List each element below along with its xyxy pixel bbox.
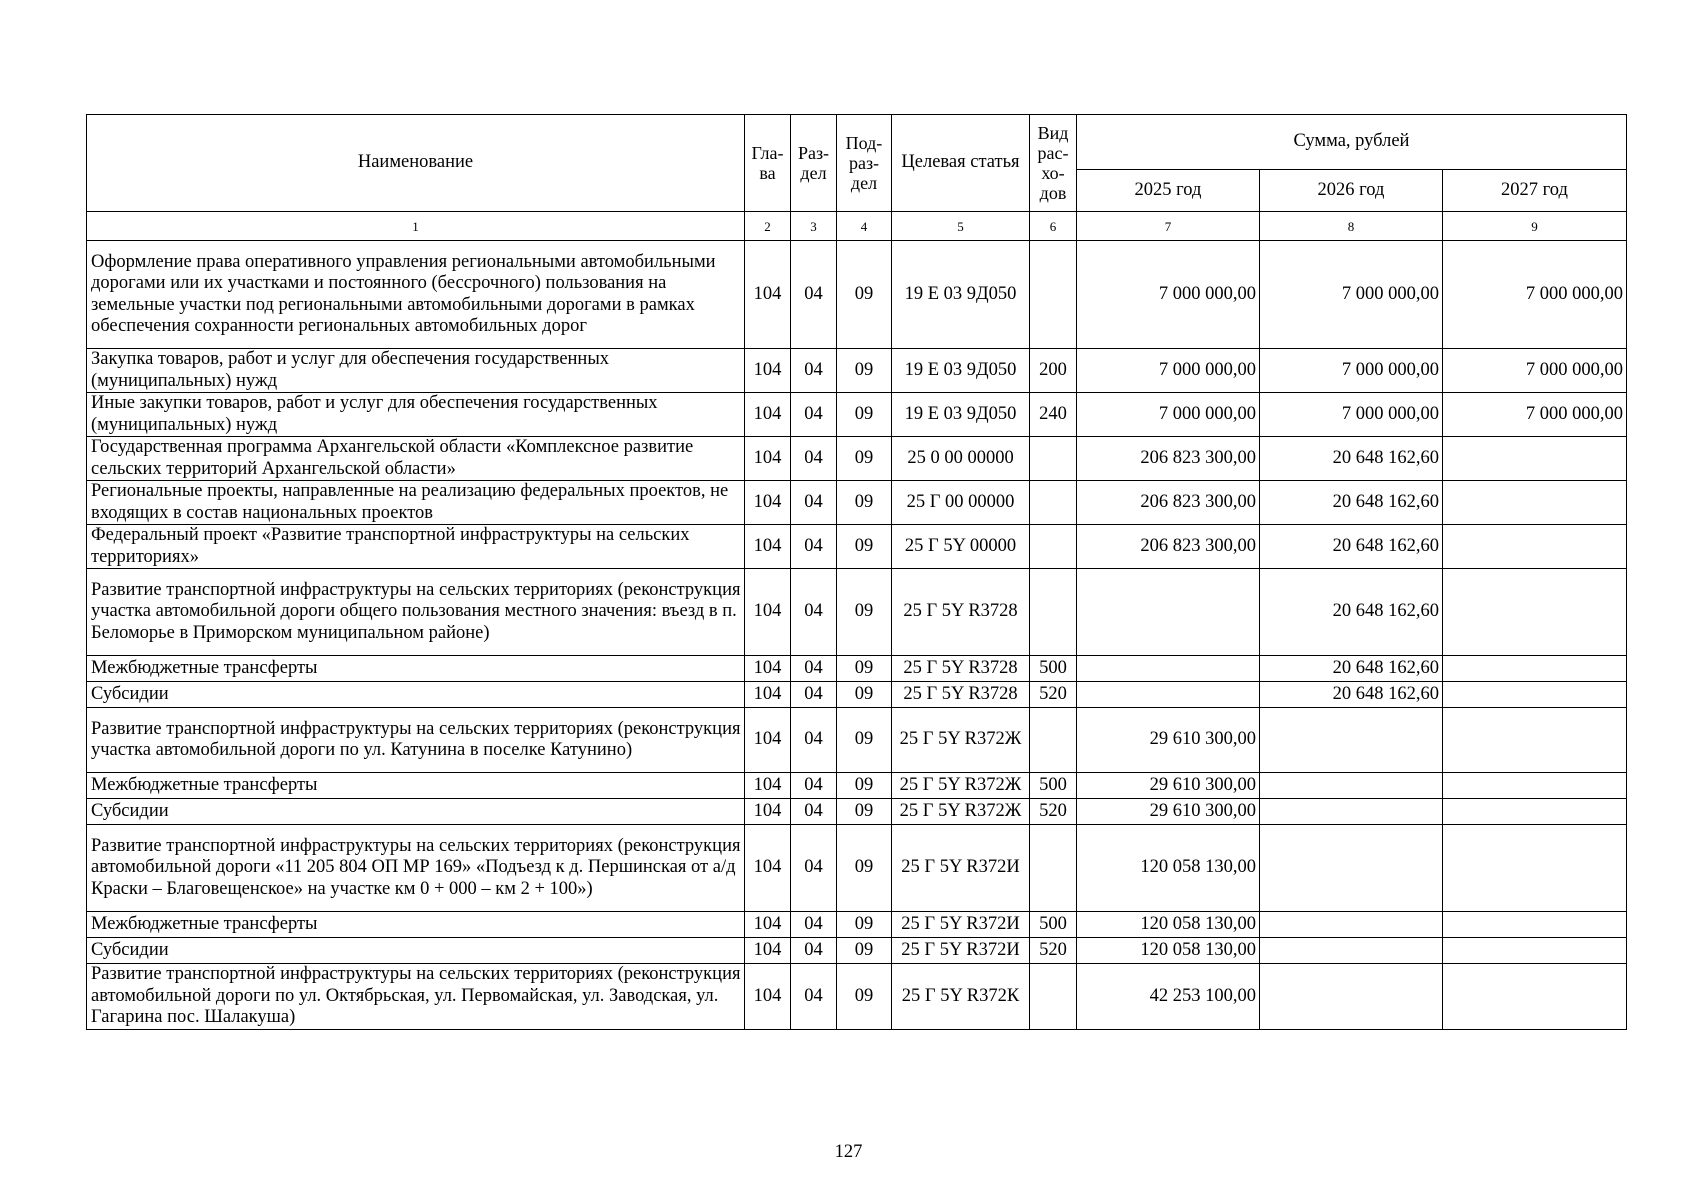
column-number: 2: [745, 212, 791, 241]
row-target-article: 25 Г 5Y 00000: [892, 525, 1030, 569]
column-number: 6: [1030, 212, 1077, 241]
row-sum-2027: 7 000 000,00: [1443, 393, 1627, 437]
row-expense-type: 500: [1030, 773, 1077, 799]
row-chapter: 104: [745, 938, 791, 964]
row-chapter: 104: [745, 682, 791, 708]
row-target-article: 25 Г 5Y R372И: [892, 825, 1030, 912]
row-chapter: 104: [745, 656, 791, 682]
table-row: [87, 349, 1627, 393]
row-chapter: 104: [745, 708, 791, 773]
table-row: [87, 682, 1627, 708]
row-section: 04: [791, 799, 837, 825]
row-target-article: 25 Г 5Y R3728: [892, 656, 1030, 682]
row-sum-2026: 7 000 000,00: [1260, 349, 1443, 393]
row-sum-2027: [1443, 569, 1627, 656]
row-section: 04: [791, 656, 837, 682]
row-section: 04: [791, 938, 837, 964]
row-sum-2026: [1260, 773, 1443, 799]
row-sum-2027: [1443, 708, 1627, 773]
row-expense-type: 520: [1030, 938, 1077, 964]
header-year-2027: 2027 год: [1443, 170, 1627, 212]
row-sum-2025: 42 253 100,00: [1077, 964, 1260, 1030]
row-chapter: 104: [745, 437, 791, 481]
row-sum-2026: [1260, 825, 1443, 912]
column-number: 4: [837, 212, 892, 241]
row-expense-type: [1030, 241, 1077, 349]
row-subsection: 09: [837, 481, 892, 525]
row-section: 04: [791, 773, 837, 799]
row-target-article: 25 Г 5Y R372К: [892, 964, 1030, 1030]
row-target-article: 25 Г 5Y R3728: [892, 682, 1030, 708]
row-section: 04: [791, 437, 837, 481]
row-target-article: 19 Е 03 9Д050: [892, 349, 1030, 393]
row-name: Межбюджетные трансферты: [87, 773, 745, 799]
row-sum-2025: 120 058 130,00: [1077, 938, 1260, 964]
table-row: [87, 241, 1627, 349]
table-row: [87, 938, 1627, 964]
row-sum-2025: [1077, 682, 1260, 708]
row-expense-type: [1030, 525, 1077, 569]
row-chapter: 104: [745, 481, 791, 525]
row-subsection: 09: [837, 708, 892, 773]
row-sum-2027: [1443, 437, 1627, 481]
row-name: Развитие транспортной инфраструктуры на сельских территориях (реконструкция автомобильной дороги по ул. Октябрьская, ул. Первомайская, ул. Заводская, ул. Гагарина пос. Шалакуша): [87, 964, 745, 1030]
row-target-article: 25 Г 5Y R3728: [892, 569, 1030, 656]
row-subsection: 09: [837, 437, 892, 481]
table-row: [87, 481, 1627, 525]
column-number: 8: [1260, 212, 1443, 241]
column-number: 7: [1077, 212, 1260, 241]
row-section: 04: [791, 393, 837, 437]
row-sum-2025: 206 823 300,00: [1077, 481, 1260, 525]
row-sum-2027: [1443, 912, 1627, 938]
row-subsection: 09: [837, 656, 892, 682]
table-row: [87, 799, 1627, 825]
row-expense-type: [1030, 481, 1077, 525]
row-section: 04: [791, 708, 837, 773]
row-section: 04: [791, 241, 837, 349]
row-sum-2027: [1443, 825, 1627, 912]
row-subsection: 09: [837, 349, 892, 393]
row-sum-2025: [1077, 569, 1260, 656]
header-section: Раз- дел: [791, 115, 837, 212]
row-sum-2026: 20 648 162,60: [1260, 437, 1443, 481]
row-expense-type: [1030, 708, 1077, 773]
column-number: 9: [1443, 212, 1627, 241]
row-name: Федеральный проект «Развитие транспортной инфраструктуры на сельских территориях»: [87, 525, 745, 569]
row-sum-2026: [1260, 912, 1443, 938]
row-subsection: 09: [837, 569, 892, 656]
row-section: 04: [791, 481, 837, 525]
row-target-article: 25 Г 5Y R372Ж: [892, 773, 1030, 799]
row-expense-type: 500: [1030, 656, 1077, 682]
row-sum-2025: 7 000 000,00: [1077, 241, 1260, 349]
header-chapter: Гла- ва: [745, 115, 791, 212]
row-section: 04: [791, 825, 837, 912]
row-expense-type: 520: [1030, 799, 1077, 825]
row-name: Развитие транспортной инфраструктуры на сельских территориях (реконструкция участка автомобильной дороги общего пользования местного значения: въезд в п. Беломорье в Приморском муниципальном районе): [87, 569, 745, 656]
header-row-top: [87, 115, 1627, 170]
row-section: 04: [791, 964, 837, 1030]
row-sum-2027: [1443, 656, 1627, 682]
row-chapter: 104: [745, 349, 791, 393]
row-sum-2027: 7 000 000,00: [1443, 241, 1627, 349]
table-row: [87, 656, 1627, 682]
row-sum-2025: 7 000 000,00: [1077, 393, 1260, 437]
row-subsection: 09: [837, 938, 892, 964]
row-subsection: 09: [837, 393, 892, 437]
row-sum-2027: [1443, 938, 1627, 964]
row-name: Субсидии: [87, 799, 745, 825]
row-expense-type: 500: [1030, 912, 1077, 938]
row-sum-2026: 20 648 162,60: [1260, 682, 1443, 708]
table-row: [87, 569, 1627, 656]
row-chapter: 104: [745, 964, 791, 1030]
row-sum-2025: 206 823 300,00: [1077, 525, 1260, 569]
header-name: Наименование: [87, 115, 745, 212]
row-subsection: 09: [837, 773, 892, 799]
row-sum-2027: 7 000 000,00: [1443, 349, 1627, 393]
row-expense-type: [1030, 825, 1077, 912]
row-sum-2027: [1443, 525, 1627, 569]
row-subsection: 09: [837, 799, 892, 825]
row-sum-2026: 7 000 000,00: [1260, 241, 1443, 349]
row-sum-2025: 120 058 130,00: [1077, 825, 1260, 912]
row-sum-2025: [1077, 656, 1260, 682]
table-row: [87, 773, 1627, 799]
row-expense-type: [1030, 437, 1077, 481]
row-sum-2026: [1260, 799, 1443, 825]
row-chapter: 104: [745, 241, 791, 349]
header-year-2026: 2026 год: [1260, 170, 1443, 212]
row-sum-2026: 20 648 162,60: [1260, 656, 1443, 682]
row-target-article: 19 Е 03 9Д050: [892, 241, 1030, 349]
row-chapter: 104: [745, 393, 791, 437]
table-body: [87, 241, 1627, 1030]
header-subsection: Под- раз- дел: [837, 115, 892, 212]
page-number: 127: [834, 1142, 863, 1162]
row-section: 04: [791, 682, 837, 708]
row-name: Региональные проекты, направленные на реализацию федеральных проектов, не входящих в состав национальных проектов: [87, 481, 745, 525]
table-row: [87, 708, 1627, 773]
row-name: Закупка товаров, работ и услуг для обеспечения государственных (муниципальных) нужд: [87, 349, 745, 393]
row-chapter: 104: [745, 525, 791, 569]
row-target-article: 25 0 00 00000: [892, 437, 1030, 481]
row-sum-2027: [1443, 682, 1627, 708]
row-subsection: 09: [837, 241, 892, 349]
row-section: 04: [791, 912, 837, 938]
row-sum-2025: 29 610 300,00: [1077, 773, 1260, 799]
row-sum-2027: [1443, 799, 1627, 825]
row-sum-2026: 20 648 162,60: [1260, 525, 1443, 569]
row-subsection: 09: [837, 682, 892, 708]
column-number: 1: [87, 212, 745, 241]
row-name: Государственная программа Архангельской области «Комплексное развитие сельских территорий Архангельской области»: [87, 437, 745, 481]
row-sum-2027: [1443, 773, 1627, 799]
row-sum-2025: 29 610 300,00: [1077, 799, 1260, 825]
row-sum-2026: [1260, 938, 1443, 964]
row-sum-2026: 20 648 162,60: [1260, 569, 1443, 656]
row-section: 04: [791, 525, 837, 569]
row-subsection: 09: [837, 825, 892, 912]
column-number-row: [87, 212, 1627, 241]
header-year-2025: 2025 год: [1077, 170, 1260, 212]
row-section: 04: [791, 349, 837, 393]
budget-table: [86, 114, 1627, 1030]
row-subsection: 09: [837, 912, 892, 938]
row-sum-2025: 29 610 300,00: [1077, 708, 1260, 773]
row-chapter: 104: [745, 569, 791, 656]
row-sum-2026: [1260, 964, 1443, 1030]
row-target-article: 25 Г 5Y R372И: [892, 912, 1030, 938]
row-subsection: 09: [837, 964, 892, 1030]
row-target-article: 25 Г 5Y R372И: [892, 938, 1030, 964]
table-row: [87, 525, 1627, 569]
table-row: [87, 825, 1627, 912]
column-number: 5: [892, 212, 1030, 241]
row-expense-type: 520: [1030, 682, 1077, 708]
row-chapter: 104: [745, 773, 791, 799]
row-subsection: 09: [837, 525, 892, 569]
row-sum-2026: 7 000 000,00: [1260, 393, 1443, 437]
row-target-article: 19 Е 03 9Д050: [892, 393, 1030, 437]
row-sum-2025: 7 000 000,00: [1077, 349, 1260, 393]
row-sum-2025: 206 823 300,00: [1077, 437, 1260, 481]
row-sum-2026: 20 648 162,60: [1260, 481, 1443, 525]
row-name: Межбюджетные трансферты: [87, 656, 745, 682]
header-target: Целевая статья: [892, 115, 1030, 212]
header-sum: Сумма, рублей: [1077, 115, 1627, 170]
row-target-article: 25 Г 5Y R372Ж: [892, 708, 1030, 773]
row-expense-type: [1030, 964, 1077, 1030]
row-expense-type: 200: [1030, 349, 1077, 393]
row-sum-2027: [1443, 964, 1627, 1030]
row-name: Межбюджетные трансферты: [87, 912, 745, 938]
header-expense-type: Вид рас- хо- дов: [1030, 115, 1077, 212]
row-name: Развитие транспортной инфраструктуры на сельских территориях (реконструкция участка автомобильной дороги по ул. Катунина в поселке Катунино): [87, 708, 745, 773]
row-target-article: 25 Г 5Y R372Ж: [892, 799, 1030, 825]
row-expense-type: [1030, 569, 1077, 656]
row-name: Иные закупки товаров, работ и услуг для обеспечения государственных (муниципальных) нужд: [87, 393, 745, 437]
row-sum-2025: 120 058 130,00: [1077, 912, 1260, 938]
row-target-article: 25 Г 00 00000: [892, 481, 1030, 525]
row-chapter: 104: [745, 912, 791, 938]
row-section: 04: [791, 569, 837, 656]
row-name: Оформление права оперативного управления региональными автомобильными дорогами или их участками и постоянного (бессрочного) пользования на земельные участки под региональными автомобильными дорогами в рамках обеспечения сохранности региональных автомобильных дорог: [87, 241, 745, 349]
row-chapter: 104: [745, 825, 791, 912]
table-row: [87, 912, 1627, 938]
row-chapter: 104: [745, 799, 791, 825]
table-row: [87, 964, 1627, 1030]
table-row: [87, 437, 1627, 481]
row-sum-2027: [1443, 481, 1627, 525]
row-name: Субсидии: [87, 938, 745, 964]
row-sum-2026: [1260, 708, 1443, 773]
row-expense-type: 240: [1030, 393, 1077, 437]
row-name: Субсидии: [87, 682, 745, 708]
row-name: Развитие транспортной инфраструктуры на сельских территориях (реконструкция автомобильной дороги «11 205 804 ОП МР 169» «Подъезд к д. Першинская от а/д Краски – Благовещенское» на участке км 0 + 000 – км 2 + 100»): [87, 825, 745, 912]
column-number: 3: [791, 212, 837, 241]
table-row: [87, 393, 1627, 437]
